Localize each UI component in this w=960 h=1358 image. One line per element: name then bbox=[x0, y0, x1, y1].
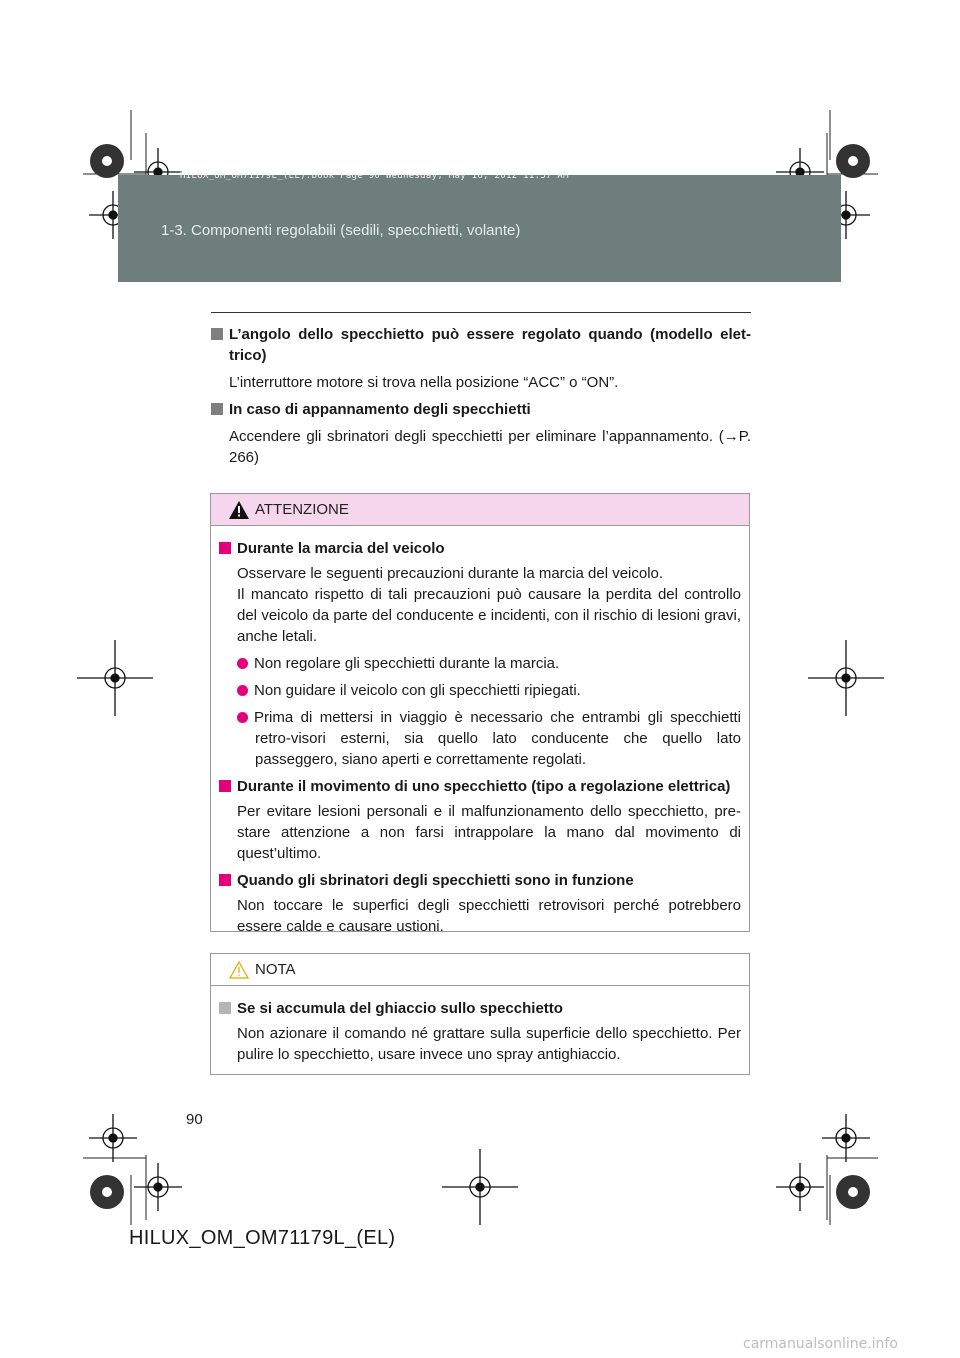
bullet-item: Non regolare gli specchietti durante la marcia. bbox=[219, 653, 741, 674]
watermark: carmanualsonline.info bbox=[743, 1336, 898, 1352]
intro-heading: In caso di appannamento degli specchietti bbox=[229, 401, 531, 418]
bullet-item: Non guidare il veicolo con gli specchietti ripiegati. bbox=[219, 680, 741, 701]
bullet-dot-icon bbox=[237, 685, 248, 696]
intro-text: Accendere gli sbrinatori degli specchietti per eliminare l’appannamento. (→P. 266) bbox=[229, 428, 751, 466]
note-header bbox=[211, 954, 749, 986]
square-bullet-icon bbox=[219, 1002, 231, 1014]
square-bullet-icon bbox=[211, 403, 223, 415]
caution-header bbox=[211, 494, 749, 526]
book-stamp: HILUX_OM_OM71179L_(EL).book Page 90 Wednesday, May 16, 2012 11:37 AM bbox=[180, 171, 569, 181]
caution-text: Per evitare lesioni personali e il malfunzionamento dello specchietto, pre-stare attenzione a non farsi intrappolare la mano dal movimento di quest’ultimo. bbox=[237, 803, 741, 862]
caution-text: Non toccare le superfici degli specchietti retrovisori perché potrebbero essere calde e causare ustioni. bbox=[237, 897, 741, 935]
header-band bbox=[118, 171, 841, 282]
note-title: NOTA bbox=[255, 961, 296, 978]
note-text: Non azionare il comando né grattare sulla superficie dello specchietto. Per pulire lo specchietto, usare invece uno spray antighiaccio. bbox=[237, 1025, 741, 1063]
bullet-item: Prima di mettersi in viaggio è necessario che entrambi gli specchietti retro-visori esterni, sia quello lato conducente che quello lato passeggero, siano aperti e correttamente regolati. bbox=[219, 707, 741, 770]
square-bullet-icon bbox=[211, 328, 223, 340]
note-heading: Se si accumula del ghiaccio sullo specchietto bbox=[237, 1000, 563, 1017]
bullet-dot-icon bbox=[237, 712, 248, 723]
note-triangle-icon bbox=[229, 961, 249, 979]
caution-heading: Quando gli sbrinatori degli specchietti sono in funzione bbox=[237, 872, 634, 889]
caution-text: Osservare le seguenti precauzioni durante la marcia del veicolo. Il mancato rispetto di tali precauzioni può causare la perdita del controllo del veicolo da parte del conducente e incidenti, con il rischio di lesioni gravi, anche letali. bbox=[237, 565, 741, 645]
note-box bbox=[210, 953, 750, 1075]
square-bullet-icon bbox=[219, 542, 231, 554]
divider-rule bbox=[211, 312, 751, 313]
bullet-dot-icon bbox=[237, 658, 248, 669]
page-number: 90 bbox=[186, 1111, 203, 1128]
square-bullet-icon bbox=[219, 780, 231, 792]
intro-heading: L’angolo dello specchietto può essere regolato quando (modello elet-trico) bbox=[229, 326, 751, 364]
section-title: 1-3. Componenti regolabili (sedili, specchietti, volante) bbox=[161, 222, 521, 239]
caution-title: ATTENZIONE bbox=[255, 501, 349, 518]
caution-heading: Durante il movimento di uno specchietto (tipo a regolazione elettrica) bbox=[237, 778, 731, 795]
intro-item bbox=[211, 324, 751, 393]
caution-box bbox=[210, 493, 750, 935]
caution-heading: Durante la marcia del veicolo bbox=[237, 540, 445, 557]
note-content bbox=[211, 986, 749, 1065]
footer-code: HILUX_OM_OM71179L_(EL) bbox=[129, 1227, 396, 1249]
caution-content bbox=[211, 526, 749, 937]
intro-item bbox=[211, 399, 751, 468]
square-bullet-icon bbox=[219, 874, 231, 886]
warning-triangle-icon bbox=[229, 501, 249, 519]
intro-section bbox=[211, 324, 751, 474]
intro-text: L’interruttore motore si trova nella posizione “ACC” o “ON”. bbox=[229, 374, 619, 391]
